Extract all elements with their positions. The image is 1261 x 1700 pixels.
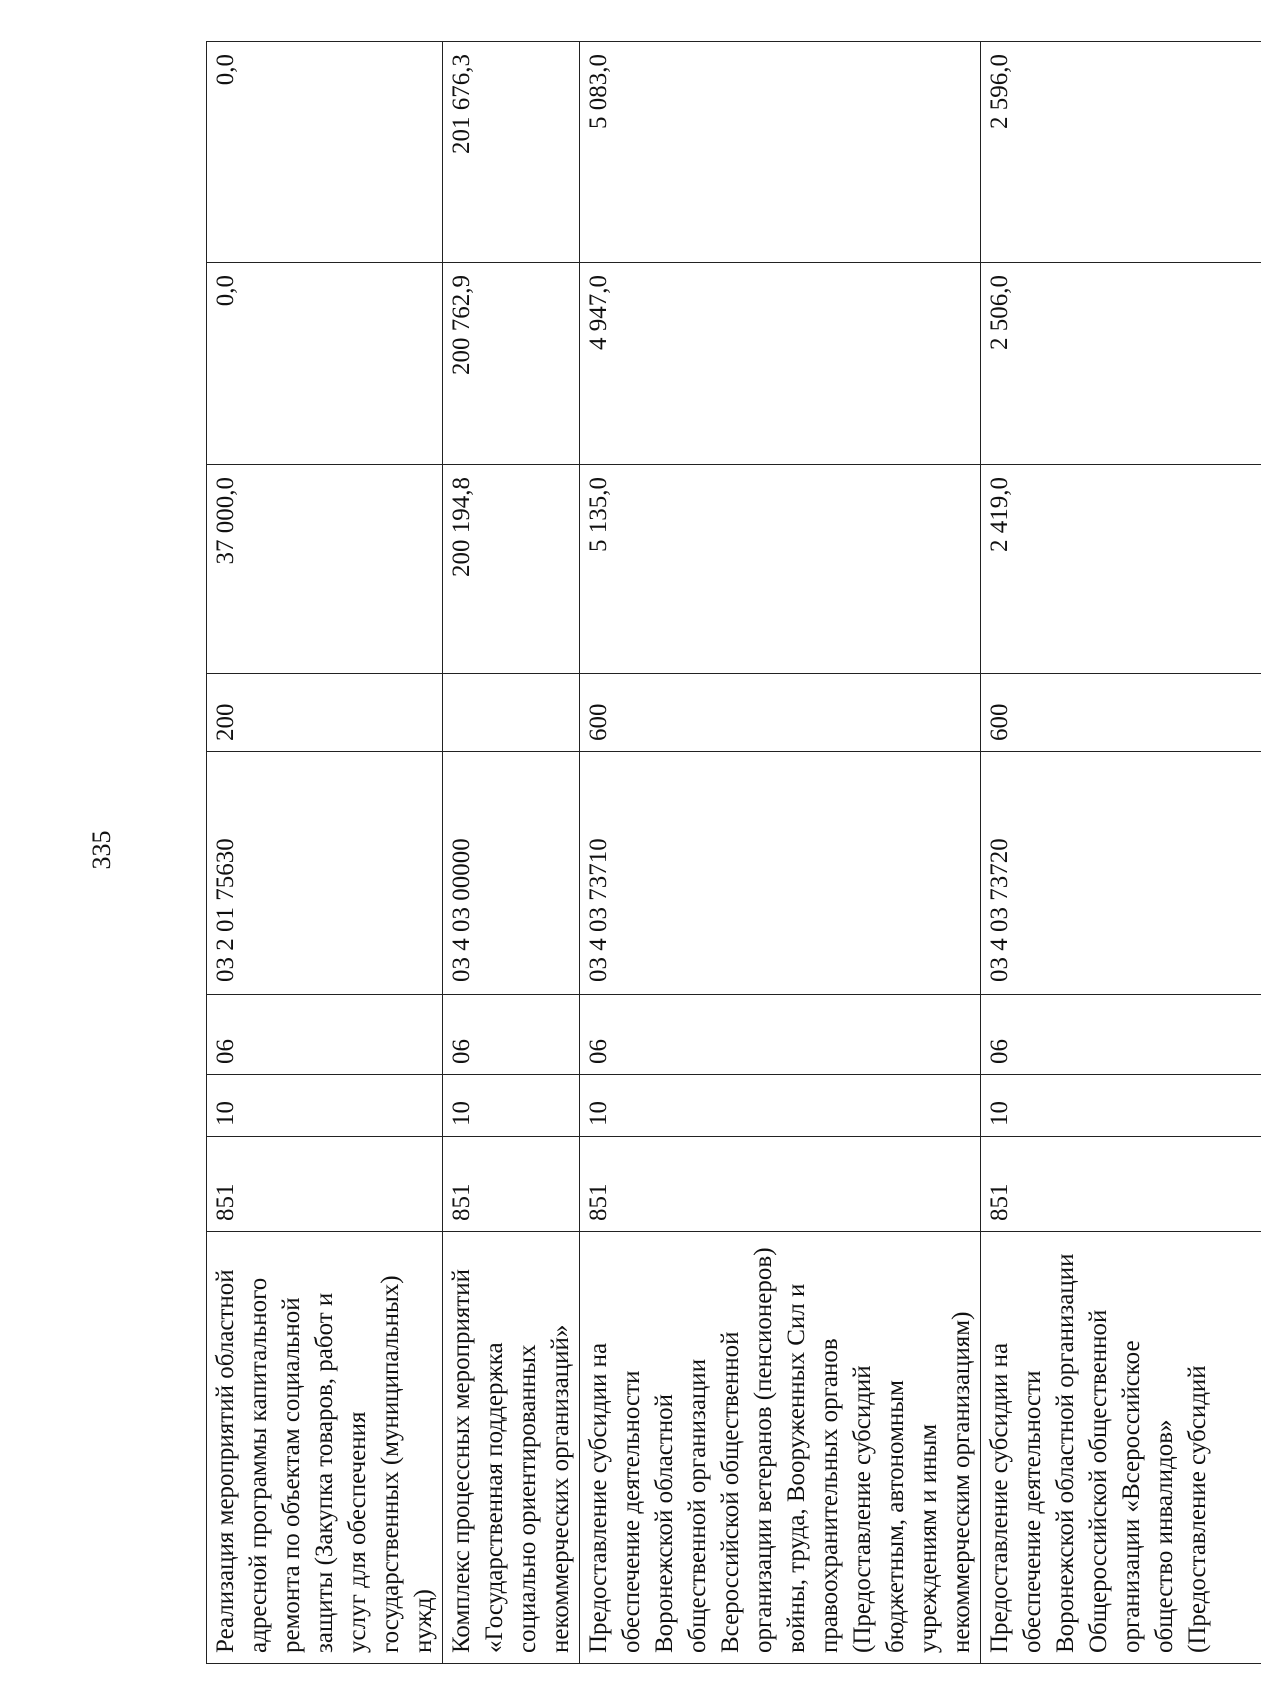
amount-year-3: 2 596,0 [981,42,1261,263]
section-code: 10 [443,1075,580,1137]
subsection-code: 06 [981,995,1261,1075]
amount-year-1: 5 135,0 [580,465,981,674]
row-name: Реализация мероприятий областной адресной программы капитального ремонта по объектам социальной защиты (Закупка товаров, работ и услуг для обеспечения государственных (муниципальных) нужд) [207,1232,443,1664]
target-article-code: 03 4 03 73720 [981,752,1261,995]
target-article-code: 03 4 03 00000 [443,752,580,995]
expense-type-code: 600 [981,674,1261,752]
grbs-code: 851 [981,1137,1261,1232]
table-row [981,42,1261,1664]
row-name: Комплекс процессных мероприятий «Государственная поддержка социально ориентированных некоммерческих организаций» [443,1232,580,1664]
amount-year-1: 200 194,8 [443,465,580,674]
amount-year-1: 37 000,0 [207,465,443,674]
subsection-code: 06 [443,995,580,1075]
grbs-code: 851 [207,1137,443,1232]
amount-year-2: 200 762,9 [443,263,580,465]
target-article-code: 03 4 03 73710 [580,752,981,995]
amount-year-2: 0,0 [207,263,443,465]
table-row [443,42,580,1664]
subsection-code: 06 [580,995,981,1075]
expense-type-code: 600 [580,674,981,752]
amount-year-2: 2 506,0 [981,263,1261,465]
row-name: Предоставление субсидии на обеспечение деятельности Воронежской областной организации Общероссийской общественной организации «Всероссийское общество инвалидов» (Предоставление субсидий [981,1232,1261,1664]
amount-year-1: 2 419,0 [981,465,1261,674]
table-row [580,42,981,1664]
section-code: 10 [207,1075,443,1137]
table-row [207,42,443,1664]
page-number: 335 [87,830,116,870]
grbs-code: 851 [580,1137,981,1232]
expense-type-code [443,674,580,752]
section-code: 10 [580,1075,981,1137]
amount-year-3: 201 676,3 [443,42,580,263]
subsection-code: 06 [207,995,443,1075]
target-article-code: 03 2 01 75630 [207,752,443,995]
budget-table-rotated [206,42,1211,1664]
amount-year-3: 5 083,0 [580,42,981,263]
row-name: Предоставление субсидии на обеспечение деятельности Воронежской областной общественной организации Всероссийской общественной организации ветеранов (пенсионеров) войны, труда, Вооруженных Сил и правоохранительных органов (Предоставление субсидий бюджетным, автономным учреждениям и иным некоммерческим организациям) [580,1232,981,1664]
budget-table [206,41,1261,1664]
section-code: 10 [981,1075,1261,1137]
grbs-code: 851 [443,1137,580,1232]
expense-type-code: 200 [207,674,443,752]
amount-year-3: 0,0 [207,42,443,263]
amount-year-2: 4 947,0 [580,263,981,465]
